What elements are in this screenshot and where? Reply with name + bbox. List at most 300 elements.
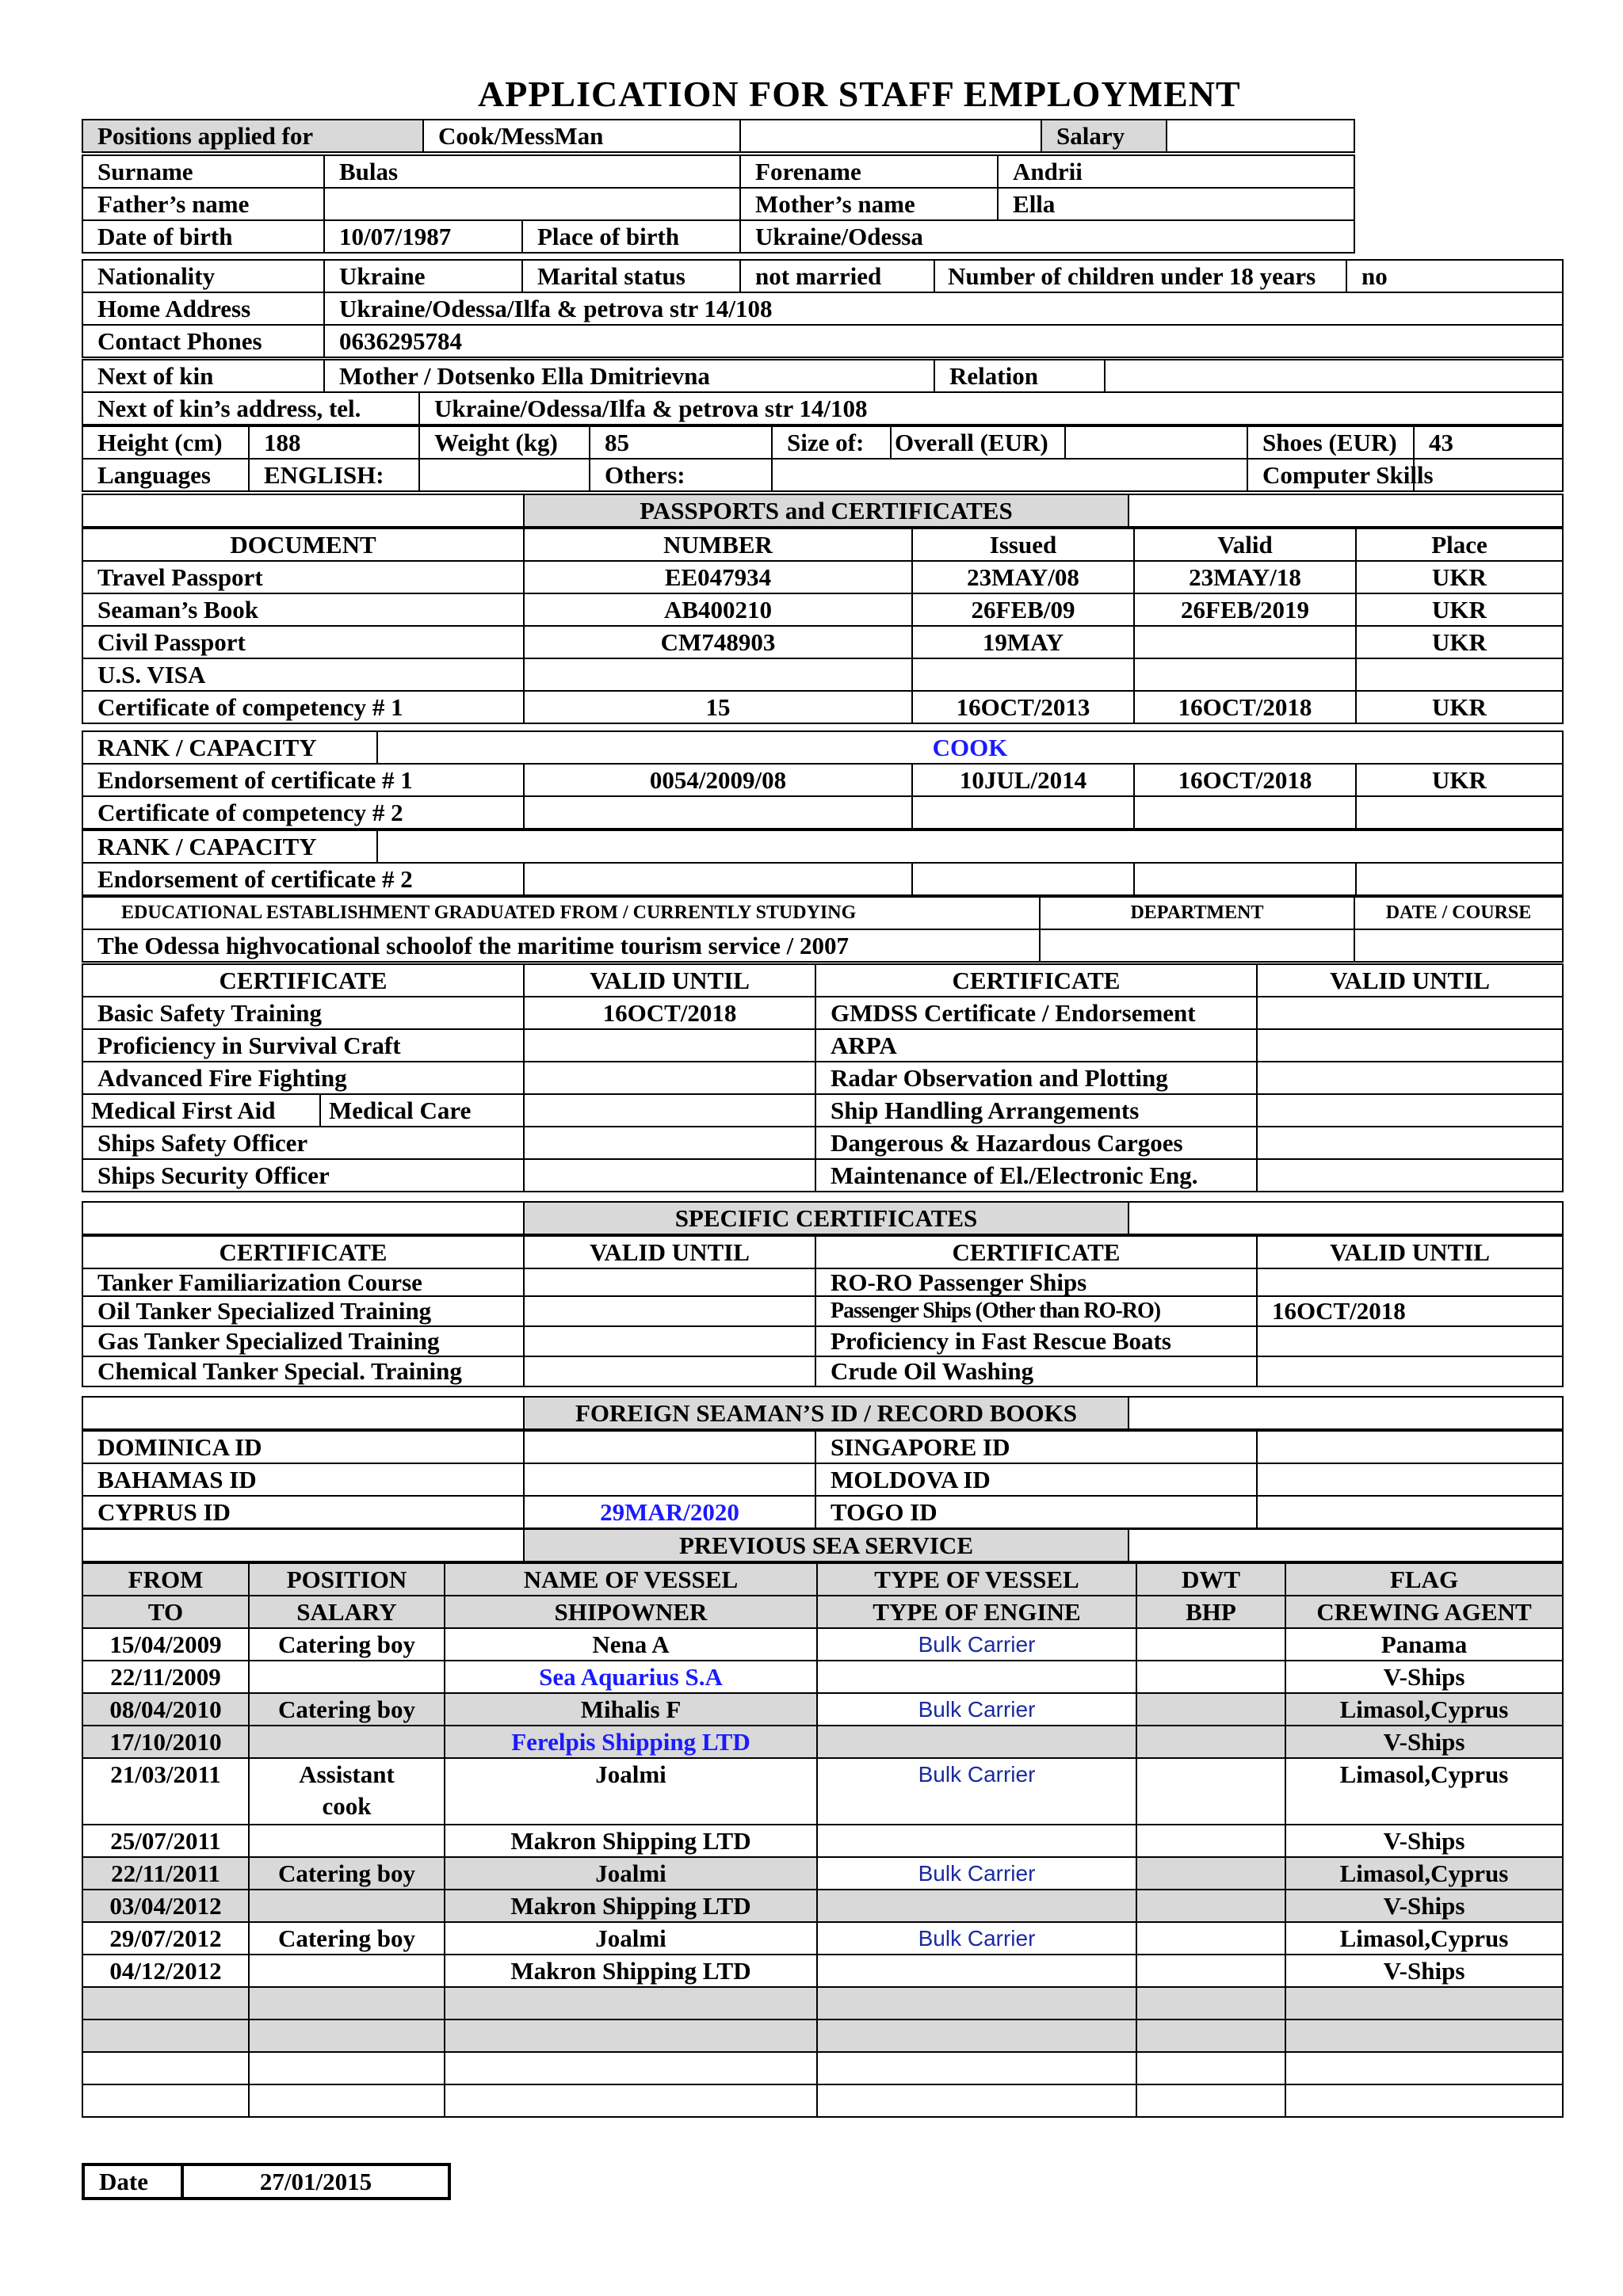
table-row — [82, 1890, 1563, 1922]
engine[interactable] — [817, 1955, 1136, 1987]
empty-cell[interactable] — [82, 1987, 249, 2019]
col-issued: Issued — [912, 528, 1134, 561]
doc-valid[interactable] — [1134, 658, 1356, 691]
cert-name: GMDSS Certificate / Endorsement — [815, 997, 1257, 1029]
doc-valid[interactable]: 16OCT/2018 — [1134, 691, 1356, 723]
coc2-label: Certificate of competency # 2 — [82, 796, 524, 829]
cert-valid[interactable]: 16OCT/2018 — [524, 997, 815, 1029]
rank2-table — [82, 830, 1564, 864]
to-date[interactable]: 03/04/2012 — [82, 1890, 249, 1922]
doc-valid[interactable]: 23MAY/18 — [1134, 561, 1356, 593]
table-row — [82, 1356, 1563, 1386]
position[interactable]: Catering boy — [249, 1922, 445, 1955]
size-label: Size of: — [772, 426, 891, 459]
cert-valid[interactable] — [1257, 1094, 1563, 1127]
kin-address-value[interactable]: Ukraine/Odessa/Ilfa & petrova str 14/108 — [419, 392, 1563, 425]
height-value[interactable]: 188 — [249, 426, 419, 459]
cert-valid[interactable] — [1257, 997, 1563, 1029]
forename-label: Forename — [740, 155, 998, 188]
table-row — [82, 2019, 1563, 2052]
education-value[interactable]: The Odessa highvocational schoolof the maritime tourism service / 2007 — [82, 929, 1040, 962]
cert-name: Crude Oil Washing — [815, 1356, 1257, 1386]
cert-name: Tanker Familiarization Course — [82, 1268, 524, 1296]
empty-cell[interactable] — [1285, 1987, 1563, 2019]
col-valid-until: VALID UNTIL — [1257, 964, 1563, 997]
table-row — [82, 561, 1563, 593]
cert-valid[interactable] — [524, 1094, 815, 1127]
crewing-agent[interactable]: V-Ships — [1285, 1726, 1563, 1758]
endorse2-table — [82, 862, 1564, 896]
computer-value[interactable] — [1414, 459, 1563, 491]
positions-label: Positions applied for — [82, 120, 423, 152]
doc-place[interactable]: UKR — [1356, 691, 1563, 723]
cert-name: Ships Safety Officer — [82, 1127, 524, 1159]
salary[interactable] — [249, 1661, 445, 1693]
date-course-value[interactable] — [1354, 929, 1563, 962]
vessel-name[interactable]: Mihalis F — [445, 1693, 817, 1726]
dob-value[interactable]: 10/07/1987 — [324, 220, 522, 253]
endorse1-label: Endorsement of certificate # 1 — [82, 764, 524, 796]
cert-valid[interactable] — [524, 1029, 815, 1062]
doc-place[interactable]: UKR — [1356, 561, 1563, 593]
children-value[interactable]: no — [1346, 260, 1563, 292]
empty-cell[interactable] — [1136, 2084, 1285, 2117]
table-row — [82, 1463, 1563, 1496]
id-value[interactable] — [524, 1463, 815, 1496]
cert-name: Oil Tanker Specialized Training — [82, 1296, 524, 1326]
doc-issued[interactable]: 19MAY — [912, 626, 1134, 658]
father-value[interactable] — [324, 188, 740, 220]
endorse1-issued[interactable]: 10JUL/2014 — [912, 764, 1134, 796]
cert-valid[interactable] — [1257, 1127, 1563, 1159]
empty-cell[interactable] — [249, 2019, 445, 2052]
vessel-type[interactable]: Bulk Carrier — [817, 1857, 1136, 1890]
kin-value[interactable]: Mother / Dotsenko Ella Dmitrievna — [324, 360, 934, 392]
dwt[interactable] — [1136, 1857, 1285, 1890]
cert-valid[interactable] — [524, 1356, 815, 1386]
position[interactable]: Catering boy — [249, 1693, 445, 1726]
cert-valid[interactable] — [524, 1062, 815, 1094]
cert-name: Chemical Tanker Special. Training — [82, 1356, 524, 1386]
table-row — [82, 1693, 1563, 1726]
foreign-table — [82, 1430, 1564, 1529]
col-valid-until: VALID UNTIL — [1257, 1236, 1563, 1268]
salary[interactable] — [249, 1825, 445, 1857]
cert-name: RO-RO Passenger Ships — [815, 1268, 1257, 1296]
flag[interactable]: Limasol,Cyprus — [1285, 1922, 1563, 1955]
dwt[interactable] — [1136, 1693, 1285, 1726]
date-value[interactable]: 27/01/2015 — [182, 2164, 449, 2199]
col-certificate: CERTIFICATE — [82, 1236, 524, 1268]
empty-cell[interactable] — [817, 2052, 1136, 2084]
spacer-cell — [1128, 1529, 1563, 1562]
doc-number[interactable]: CM748903 — [524, 626, 912, 658]
table-row — [82, 593, 1563, 626]
crewing-agent[interactable]: V-Ships — [1285, 1661, 1563, 1693]
table-row — [82, 1296, 1563, 1326]
salary[interactable] — [249, 1726, 445, 1758]
bhp[interactable] — [1136, 1661, 1285, 1693]
endorse2-valid[interactable] — [1134, 863, 1356, 895]
from-date[interactable]: 15/04/2009 — [82, 1628, 249, 1661]
to-date[interactable]: 17/10/2010 — [82, 1726, 249, 1758]
specific-header: SPECIFIC CERTIFICATES — [524, 1202, 1128, 1234]
id-value[interactable]: 29MAR/2020 — [524, 1496, 815, 1528]
sea-service-table — [82, 1562, 1564, 2118]
id-value[interactable] — [1257, 1463, 1563, 1496]
salary-label: Salary — [1041, 120, 1167, 152]
spacer-cell — [82, 1202, 524, 1234]
col-document: DOCUMENT — [82, 528, 524, 561]
kin-table — [82, 359, 1564, 425]
dwt[interactable] — [1136, 1758, 1285, 1825]
bhp[interactable] — [1136, 1726, 1285, 1758]
computer-label: Computer Skills — [1247, 459, 1414, 491]
rank2-label: RANK / CAPACITY — [82, 830, 377, 863]
position[interactable]: Catering boy — [249, 1628, 445, 1661]
weight-label: Weight (kg) — [419, 426, 590, 459]
endorse2-place[interactable] — [1356, 863, 1563, 895]
table-row — [82, 1268, 1563, 1296]
doc-issued[interactable] — [912, 658, 1134, 691]
cert-valid[interactable] — [1257, 1356, 1563, 1386]
empty-cell[interactable] — [445, 2052, 817, 2084]
marital-value[interactable]: not married — [740, 260, 934, 292]
from-date[interactable]: 08/04/2010 — [82, 1693, 249, 1726]
doc-number[interactable] — [524, 658, 912, 691]
from-date[interactable]: 22/11/2011 — [82, 1857, 249, 1890]
crewing-agent[interactable]: V-Ships — [1285, 1825, 1563, 1857]
cert-valid[interactable] — [1257, 1062, 1563, 1094]
vessel-type[interactable]: Bulk Carrier — [817, 1758, 1136, 1825]
salary[interactable] — [249, 1890, 445, 1922]
empty-cell[interactable] — [1285, 2084, 1563, 2117]
cert-valid[interactable] — [524, 1326, 815, 1356]
endorse2-number[interactable] — [524, 863, 912, 895]
col-to: TO — [82, 1596, 249, 1628]
department-value[interactable] — [1040, 929, 1354, 962]
size-table — [82, 425, 1564, 492]
empty-cell[interactable] — [1136, 1987, 1285, 2019]
empty-cell[interactable] — [445, 2019, 817, 2052]
cert-name: Proficiency in Survival Craft — [82, 1029, 524, 1062]
overall-value[interactable] — [1065, 426, 1247, 459]
empty-cell[interactable] — [249, 2052, 445, 2084]
table-row — [82, 658, 1563, 691]
cert-valid[interactable] — [524, 1296, 815, 1326]
empty-cell[interactable] — [445, 2084, 817, 2117]
crewing-agent[interactable]: V-Ships — [1285, 1955, 1563, 1987]
flag[interactable]: Limasol,Cyprus — [1285, 1857, 1563, 1890]
dwt[interactable] — [1136, 1628, 1285, 1661]
shoes-label: Shoes (EUR) — [1247, 426, 1414, 459]
kin-label: Next of kin — [82, 360, 324, 392]
position[interactable]: Catering boy — [249, 1857, 445, 1890]
phones-value[interactable]: 0636295784 — [324, 325, 1563, 357]
id-name: CYPRUS ID — [82, 1496, 524, 1528]
medical-first-aid-label: Medical First Aid — [82, 1094, 320, 1127]
empty-cell[interactable] — [1285, 2019, 1563, 2052]
spacer-cell — [1128, 1202, 1563, 1234]
endorse1-table — [82, 763, 1564, 830]
table-row — [82, 2084, 1563, 2117]
cert-valid[interactable] — [524, 1127, 815, 1159]
education-table — [82, 896, 1564, 963]
cert-valid[interactable] — [1257, 1268, 1563, 1296]
personal-top-table — [82, 119, 1355, 153]
coc2-valid[interactable] — [1134, 796, 1356, 829]
rank2-value[interactable] — [377, 830, 1563, 863]
cert-name: Ships Security Officer — [82, 1159, 524, 1192]
cert-name: Ship Handling Arrangements — [815, 1094, 1257, 1127]
shoes-value[interactable]: 43 — [1414, 426, 1563, 459]
empty-cell[interactable] — [817, 2019, 1136, 2052]
from-date[interactable]: 29/07/2012 — [82, 1922, 249, 1955]
doc-number[interactable]: AB400210 — [524, 593, 912, 626]
empty-cell[interactable] — [817, 2084, 1136, 2117]
positions-value[interactable]: Cook/MessMan — [423, 120, 740, 152]
endorse1-place[interactable]: UKR — [1356, 764, 1563, 796]
id-value[interactable] — [524, 1431, 815, 1463]
languages-label: Languages — [82, 459, 249, 491]
from-date[interactable]: 21/03/2011 — [82, 1758, 249, 1825]
doc-number[interactable]: EE047934 — [524, 561, 912, 593]
table-row — [82, 1922, 1563, 1955]
empty-cell[interactable] — [1136, 2019, 1285, 2052]
doc-place[interactable]: UKR — [1356, 626, 1563, 658]
relation-label: Relation — [934, 360, 1105, 392]
specific-table — [82, 1235, 1564, 1387]
table-row — [82, 1726, 1563, 1758]
blank-field[interactable] — [740, 120, 1041, 152]
phones-label: Contact Phones — [82, 325, 324, 357]
endorse2-label: Endorsement of certificate # 2 — [82, 863, 524, 895]
crewing-agent[interactable]: V-Ships — [1285, 1890, 1563, 1922]
engine[interactable] — [817, 1726, 1136, 1758]
footer-date-table — [82, 2163, 451, 2200]
cert-valid[interactable] — [1257, 1326, 1563, 1356]
table-row — [82, 1062, 1563, 1094]
empty-cell[interactable] — [82, 2052, 249, 2084]
table-row — [82, 1825, 1563, 1857]
foreign-header: FOREIGN SEAMAN’S ID / RECORD BOOKS — [524, 1397, 1128, 1429]
rank1-table — [82, 730, 1564, 765]
table-row — [82, 691, 1563, 723]
mother-label: Mother’s name — [740, 188, 998, 220]
rank1-label: RANK / CAPACITY — [82, 731, 377, 764]
nationality-value[interactable]: Ukraine — [324, 260, 522, 292]
table-row — [82, 1987, 1563, 2019]
specific-header-table — [82, 1201, 1564, 1235]
vessel-name[interactable]: Joalmi — [445, 1857, 817, 1890]
doc-issued[interactable]: 26FEB/09 — [912, 593, 1134, 626]
personal-table-a — [82, 154, 1355, 254]
surname-label: Surname — [82, 155, 324, 188]
to-date[interactable]: 04/12/2012 — [82, 1955, 249, 1987]
bhp[interactable] — [1136, 1825, 1285, 1857]
col-dwt: DWT — [1136, 1563, 1285, 1596]
pob-value[interactable]: Ukraine/Odessa — [740, 220, 1354, 253]
col-salary: SALARY — [249, 1596, 445, 1628]
cert-name: Dangerous & Hazardous Cargoes — [815, 1127, 1257, 1159]
spacer-cell — [82, 494, 524, 527]
shipowner[interactable]: Makron Shipping LTD — [445, 1955, 817, 1987]
spacer-cell — [1128, 494, 1563, 527]
table-row — [82, 1431, 1563, 1463]
col-crewing-agent: CREWING AGENT — [1285, 1596, 1563, 1628]
table-row — [82, 2052, 1563, 2084]
empty-cell[interactable] — [445, 1987, 817, 2019]
vessel-name[interactable]: Nena A — [445, 1628, 817, 1661]
doc-place[interactable] — [1356, 658, 1563, 691]
id-name: SINGAPORE ID — [815, 1431, 1257, 1463]
shipowner[interactable]: Sea Aquarius S.A — [445, 1661, 817, 1693]
vessel-type[interactable]: Bulk Carrier — [817, 1922, 1136, 1955]
to-date[interactable]: 22/11/2009 — [82, 1661, 249, 1693]
doc-number[interactable]: 15 — [524, 691, 912, 723]
personal-table-b — [82, 259, 1564, 358]
mother-value[interactable]: Ella — [998, 188, 1354, 220]
id-name: BAHAMAS ID — [82, 1463, 524, 1496]
flag[interactable]: Limasol,Cyprus — [1285, 1758, 1563, 1825]
sea-service-header: PREVIOUS SEA SERVICE — [524, 1529, 1128, 1562]
cert-valid[interactable] — [1257, 1159, 1563, 1192]
medical-care-label: Medical Care — [320, 1094, 524, 1127]
col-from: FROM — [82, 1563, 249, 1596]
coc2-issued[interactable] — [912, 796, 1134, 829]
bhp[interactable] — [1136, 1955, 1285, 1987]
cert-valid[interactable] — [524, 1159, 815, 1192]
col-type-vessel: TYPE OF VESSEL — [817, 1563, 1136, 1596]
table-row — [82, 1955, 1563, 1987]
table-row — [82, 997, 1563, 1029]
shipowner[interactable]: Makron Shipping LTD — [445, 1890, 817, 1922]
spacer-cell — [1128, 1397, 1563, 1429]
forename-value[interactable]: Andrii — [998, 155, 1354, 188]
surname-value[interactable]: Bulas — [324, 155, 740, 188]
table-row — [82, 1628, 1563, 1661]
doc-name: Certificate of competency # 1 — [82, 691, 524, 723]
doc-issued[interactable]: 16OCT/2013 — [912, 691, 1134, 723]
flag[interactable]: Panama — [1285, 1628, 1563, 1661]
empty-cell[interactable] — [1285, 2052, 1563, 2084]
col-number: NUMBER — [524, 528, 912, 561]
others-value[interactable] — [772, 459, 1247, 491]
passports-table — [82, 528, 1564, 724]
certificates-table — [82, 963, 1564, 1192]
cert-name: Advanced Fire Fighting — [82, 1062, 524, 1094]
doc-valid[interactable] — [1134, 626, 1356, 658]
doc-name: U.S. VISA — [82, 658, 524, 691]
endorse1-number[interactable]: 0054/2009/08 — [524, 764, 912, 796]
empty-cell[interactable] — [249, 2084, 445, 2117]
col-position: POSITION — [249, 1563, 445, 1596]
col-vessel: NAME OF VESSEL — [445, 1563, 817, 1596]
address-value[interactable]: Ukraine/Odessa/Ilfa & petrova str 14/108 — [324, 292, 1563, 325]
empty-cell[interactable] — [249, 1987, 445, 2019]
cert-name: Basic Safety Training — [82, 997, 524, 1029]
col-engine: TYPE OF ENGINE — [817, 1596, 1136, 1628]
dwt[interactable] — [1136, 1922, 1285, 1955]
id-name: TOGO ID — [815, 1496, 1257, 1528]
position[interactable]: Assistant cook — [249, 1758, 445, 1825]
shipowner[interactable]: Makron Shipping LTD — [445, 1825, 817, 1857]
engine[interactable] — [817, 1661, 1136, 1693]
bhp[interactable] — [1136, 1890, 1285, 1922]
cert-valid[interactable]: 16OCT/2018 — [1257, 1296, 1563, 1326]
salary[interactable] — [249, 1955, 445, 1987]
doc-name: Civil Passport — [82, 626, 524, 658]
doc-issued[interactable]: 23MAY/08 — [912, 561, 1134, 593]
empty-cell[interactable] — [82, 2084, 249, 2117]
doc-valid[interactable]: 26FEB/2019 — [1134, 593, 1356, 626]
endorse1-valid[interactable]: 16OCT/2018 — [1134, 764, 1356, 796]
table-row — [82, 1661, 1563, 1693]
coc2-place[interactable] — [1356, 796, 1563, 829]
english-label: ENGLISH: — [249, 459, 419, 491]
sea-service-header-table — [82, 1528, 1564, 1562]
vessel-name[interactable]: Joalmi — [445, 1758, 817, 1825]
col-flag: FLAG — [1285, 1563, 1563, 1596]
vessel-type[interactable]: Bulk Carrier — [817, 1693, 1136, 1726]
shipowner[interactable]: Ferelpis Shipping LTD — [445, 1726, 817, 1758]
to-date[interactable]: 25/07/2011 — [82, 1825, 249, 1857]
engine[interactable] — [817, 1890, 1136, 1922]
table-row — [82, 1159, 1563, 1192]
id-name: DOMINICA ID — [82, 1431, 524, 1463]
cert-valid[interactable] — [524, 1268, 815, 1296]
spacer-cell — [82, 1529, 524, 1562]
cert-valid[interactable] — [1257, 1029, 1563, 1062]
coc2-number[interactable] — [524, 796, 912, 829]
others-label: Others: — [590, 459, 772, 491]
foreign-header-table — [82, 1396, 1564, 1430]
id-value[interactable] — [1257, 1496, 1563, 1528]
empty-cell[interactable] — [817, 1987, 1136, 2019]
salary-value[interactable] — [1167, 120, 1354, 152]
empty-cell[interactable] — [82, 2019, 249, 2052]
form-title: APPLICATION FOR STAFF EMPLOYMENT — [478, 74, 1241, 114]
relation-value[interactable] — [1105, 360, 1563, 392]
education-header: EDUCATIONAL ESTABLISHMENT GRADUATED FROM / CURRENTLY STUDYING — [82, 897, 1040, 929]
dob-label: Date of birth — [82, 220, 324, 253]
doc-place[interactable]: UKR — [1356, 593, 1563, 626]
col-valid-until: VALID UNTIL — [524, 964, 815, 997]
overall-label: Overall (EUR) — [891, 426, 1065, 459]
endorse2-issued[interactable] — [912, 863, 1134, 895]
doc-name: Seaman’s Book — [82, 593, 524, 626]
passports-header: PASSPORTS and CERTIFICATES — [524, 494, 1128, 527]
english-value[interactable] — [419, 459, 590, 491]
vessel-name[interactable]: Joalmi — [445, 1922, 817, 1955]
rank1-value[interactable]: COOK — [377, 731, 1563, 764]
pob-label: Place of birth — [522, 220, 740, 253]
kin-address-label: Next of kin’s address, tel. — [82, 392, 419, 425]
date-label: Date — [83, 2164, 182, 2199]
col-bhp: BHP — [1136, 1596, 1285, 1628]
vessel-type[interactable]: Bulk Carrier — [817, 1628, 1136, 1661]
engine[interactable] — [817, 1825, 1136, 1857]
table-row — [82, 1758, 1563, 1825]
table-row — [82, 1127, 1563, 1159]
date-course-label: DATE / COURSE — [1354, 897, 1563, 929]
id-value[interactable] — [1257, 1431, 1563, 1463]
cert-name: ARPA — [815, 1029, 1257, 1062]
weight-value[interactable]: 85 — [590, 426, 772, 459]
height-label: Height (cm) — [82, 426, 249, 459]
flag[interactable]: Limasol,Cyprus — [1285, 1693, 1563, 1726]
empty-cell[interactable] — [1136, 2052, 1285, 2084]
